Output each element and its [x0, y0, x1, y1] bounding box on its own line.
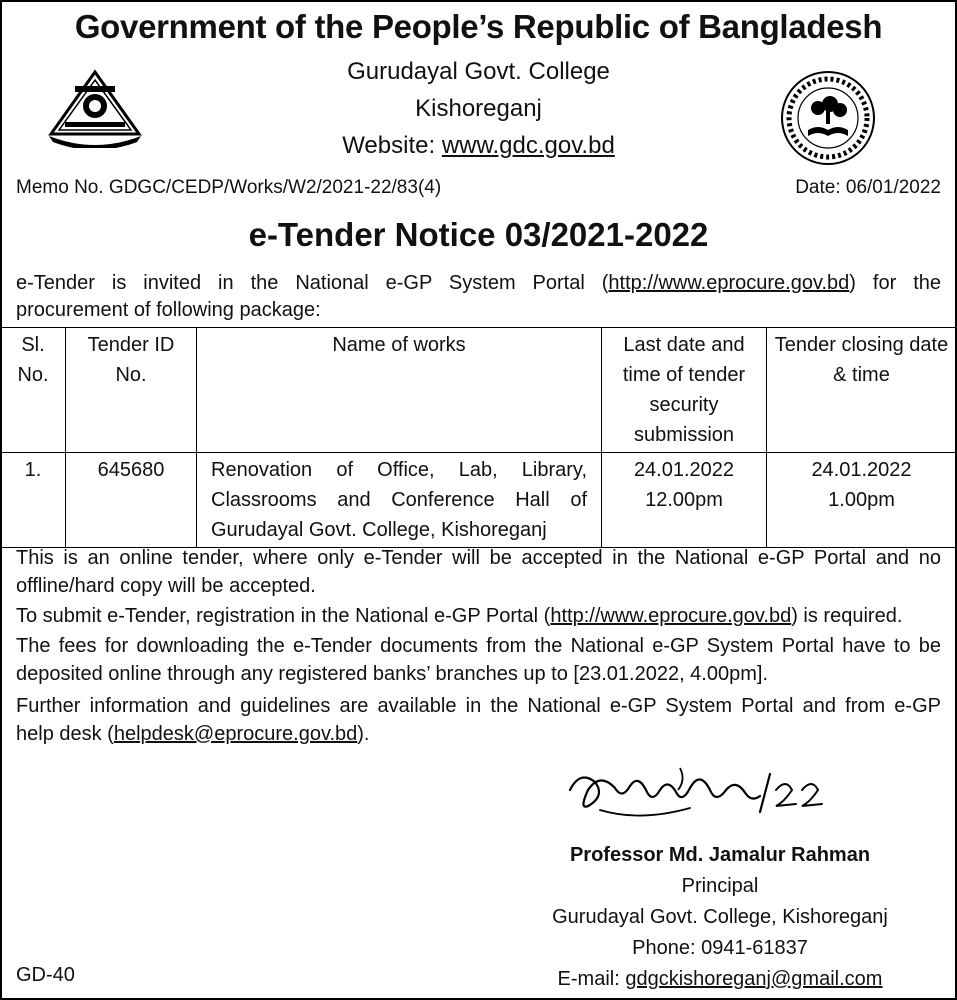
website-label: Website: — [342, 132, 436, 159]
header-tender-id: Tender ID No. — [66, 328, 197, 453]
note-2-text-start: To submit e-Tender, registration in the National e-GP Portal ( — [16, 605, 551, 627]
signatory-institution: Gurudayal Govt. College, Kishoreganj — [552, 906, 888, 928]
security-date: 24.01.2022 — [633, 459, 735, 481]
intro-text-start: e-Tender is invited in the National e-GP System Portal ( — [16, 272, 609, 294]
note-3-line-2: deposited online through any registered banks’ branches up to [23.01.2022, 4.00pm]. — [16, 663, 769, 685]
header-works: Name of works — [197, 328, 602, 453]
government-heading: Government of the People’s Republic of Bangladesh — [74, 8, 883, 45]
memo-number: Memo No. GDGC/CEDP/Works/W2/2021-22/83(4) — [16, 177, 442, 198]
security-time: 12.00pm — [645, 489, 723, 511]
note-4-line-1: Further information and guidelines are available in the National e-GP System Portal and from e-GP — [16, 695, 941, 717]
works-line-1: Renovation of Office, Lab, Library, — [211, 459, 587, 481]
notice-title: e-Tender Notice 03/2021-2022 — [248, 216, 709, 253]
note-2-text-end: ) is required. — [791, 605, 903, 627]
district-name: Kishoreganj — [415, 95, 542, 122]
note-2 — [16, 603, 941, 629]
signatory-email-link[interactable]: gdgckishoreganj@gmail.com — [625, 968, 883, 990]
header-sl: Sl. No. — [1, 328, 66, 453]
helpdesk-email-link[interactable]: helpdesk@eprocure.gov.bd — [113, 723, 358, 745]
cell-tender-id: 645680 — [66, 453, 197, 548]
handwritten-signature — [560, 760, 840, 830]
header-security: Last date and time of tender security submission — [602, 328, 767, 453]
tender-table — [0, 327, 957, 548]
note-1-line-2: offline/hard copy will be accepted. — [16, 575, 316, 597]
govt-emblem-logo — [45, 68, 145, 148]
signatory-designation: Principal — [681, 875, 759, 897]
website-link[interactable]: www.gdc.gov.bd — [441, 132, 615, 159]
note-4-line-2 — [16, 721, 941, 747]
intro-line-2: procurement of following package: — [16, 299, 321, 321]
cell-works — [197, 453, 602, 548]
intro-line-1 — [16, 270, 941, 296]
signatory-name: Professor Md. Jamalur Rahman — [569, 844, 871, 866]
cell-security — [602, 453, 767, 548]
notice-date: Date: 06/01/2022 — [795, 177, 941, 198]
cell-closing — [767, 453, 957, 548]
works-line-2: Classrooms and Conference Hall of — [211, 489, 587, 511]
note-3-line-1: The fees for downloading the e-Tender documents from the National e-GP System Portal have to be — [16, 635, 941, 657]
note-4-text-start: help desk ( — [16, 723, 114, 745]
note-4-text-end: ). — [357, 723, 370, 745]
eprocure-link[interactable]: http://www.eprocure.gov.bd — [608, 272, 850, 294]
college-name: Gurudayal Govt. College — [347, 58, 610, 85]
signatory-email-line — [520, 964, 920, 995]
footer-code: GD-40 — [16, 964, 75, 986]
signatory-phone: Phone: 0941-61837 — [632, 937, 808, 959]
education-seal-logo — [778, 68, 878, 168]
cell-sl: 1. — [1, 453, 66, 548]
closing-date: 24.01.2022 — [811, 459, 912, 481]
signatory-block — [520, 840, 920, 995]
works-line-3: Gurudayal Govt. College, Kishoreganj — [211, 519, 547, 541]
eprocure-link-2[interactable]: http://www.eprocure.gov.bd — [550, 605, 792, 627]
table-header-row — [1, 328, 957, 453]
closing-time: 1.00pm — [828, 489, 895, 511]
email-label: E-mail: — [557, 968, 626, 990]
table-row — [1, 453, 957, 548]
header-closing: Tender closing date & time — [767, 328, 957, 453]
note-1-line-1: This is an online tender, where only e-Tender will be accepted in the National e-GP Portal and no — [16, 547, 941, 569]
intro-text-end: ) for the — [849, 272, 942, 294]
